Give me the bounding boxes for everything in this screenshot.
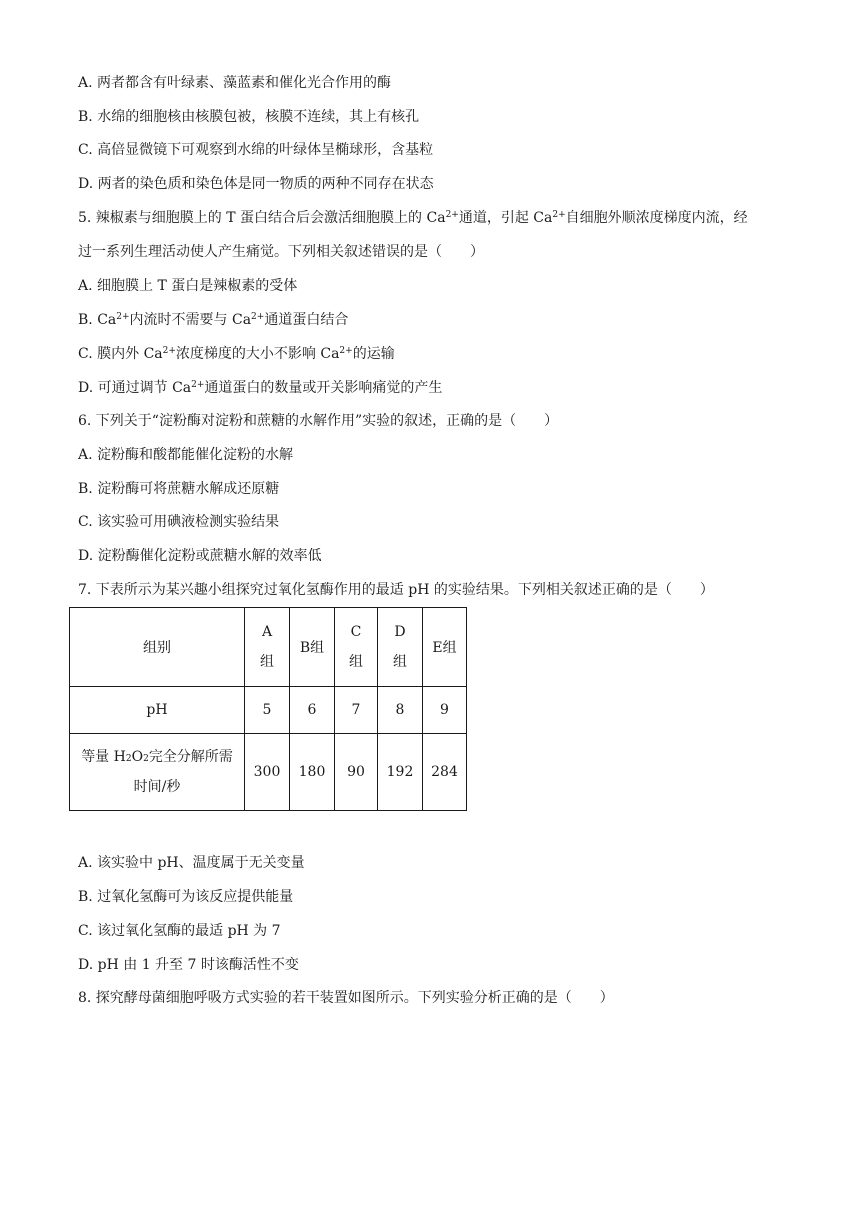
q8-stem: 8. 探究酵母菌细胞呼吸方式实验的若干装置如图所示。下列实验分析正确的是（ ） xyxy=(78,990,614,1006)
q4-option-c: C. 高倍显微镜下可观察到水绵的叶绿体呈椭球形，含基粒 xyxy=(78,142,434,158)
q6-option-b: B. 淀粉酶可将蔗糖水解成还原糖 xyxy=(78,481,280,497)
table-row-header xyxy=(70,608,467,687)
ph-value: 7 xyxy=(335,687,378,734)
q6-stem: 6. 下列关于“淀粉酶对淀粉和蔗糖的水解作用”实验的叙述，正确的是（ ） xyxy=(78,413,559,429)
time-value: 90 xyxy=(335,734,378,811)
header-group-d: D 组 xyxy=(378,608,423,687)
q5-stem-line1: 5. 辣椒素与细胞膜上的 T 蛋白结合后会激活细胞膜上的 $Ca^{2+}$通道，引起 $Ca^{2+}$自细胞外顺浓度梯度内流，经 xyxy=(78,210,748,226)
q5-stem-line2: 过一系列生理活动使人产生痛觉。下列相关叙述错误的是（ ） xyxy=(78,244,484,260)
time-value: 300 xyxy=(245,734,290,811)
q5-option-a: A. 细胞膜上 T 蛋白是辣椒素的受体 xyxy=(78,278,298,294)
table-row-time xyxy=(70,734,467,811)
ph-value: 8 xyxy=(378,687,423,734)
header-group-c: C 组 xyxy=(335,608,378,687)
time-value: 180 xyxy=(290,734,335,811)
q7-option-c: C. 该过氧化氢酶的最适 pH 为 7 xyxy=(78,923,281,939)
time-value: 284 xyxy=(423,734,467,811)
q6-option-d: D. 淀粉酶催化淀粉或蔗糖水解的效率低 xyxy=(78,548,322,564)
q4-option-b: B. 水绵的细胞核由核膜包被，核膜不连续，其上有核孔 xyxy=(78,109,420,125)
header-group-a: A 组 xyxy=(245,608,290,687)
time-label: 等量 $H_2O_2$完全分解所需 时间/秒 xyxy=(70,734,245,811)
q6-option-c: C. 该实验可用碘液检测实验结果 xyxy=(78,514,280,530)
ph-results-table xyxy=(69,607,467,811)
table-row-ph xyxy=(70,687,467,734)
header-group-e: E组 xyxy=(423,608,467,687)
q7-stem: 7. 下表所示为某兴趣小组探究过氧化氢酶作用的最适 pH 的实验结果。下列相关叙述正确的是（ ） xyxy=(78,582,714,598)
q5-option-d: D. 可通过调节 $Ca^{2+}$通道蛋白的数量或开关影响痛觉的产生 xyxy=(78,380,443,396)
q7-option-b: B. 过氧化氢酶可为该反应提供能量 xyxy=(78,889,294,905)
q4-option-d: D. 两者的染色质和染色体是同一物质的两种不同存在状态 xyxy=(78,176,434,192)
ph-value: 5 xyxy=(245,687,290,734)
ph-value: 6 xyxy=(290,687,335,734)
q7-option-d: D. pH 由 1 升至 7 时该酶活性不变 xyxy=(78,957,299,973)
q5-option-b: B. $Ca^{2+}$内流时不需要与 $Ca^{2+}$通道蛋白结合 xyxy=(78,312,349,328)
q7-option-a: A. 该实验中 pH、温度属于无关变量 xyxy=(78,855,305,871)
ph-value: 9 xyxy=(423,687,467,734)
header-group-label: 组别 xyxy=(70,608,245,687)
q6-option-a: A. 淀粉酶和酸都能催化淀粉的水解 xyxy=(78,447,294,463)
q4-option-a: A. 两者都含有叶绿素、藻蓝素和催化光合作用的酶 xyxy=(78,75,392,91)
q5-option-c: C. 膜内外 $Ca^{2+}$浓度梯度的大小不影响 $Ca^{2+}$的运输 xyxy=(78,346,395,362)
header-group-b: B组 xyxy=(290,608,335,687)
time-value: 192 xyxy=(378,734,423,811)
ph-label: pH xyxy=(70,687,245,734)
